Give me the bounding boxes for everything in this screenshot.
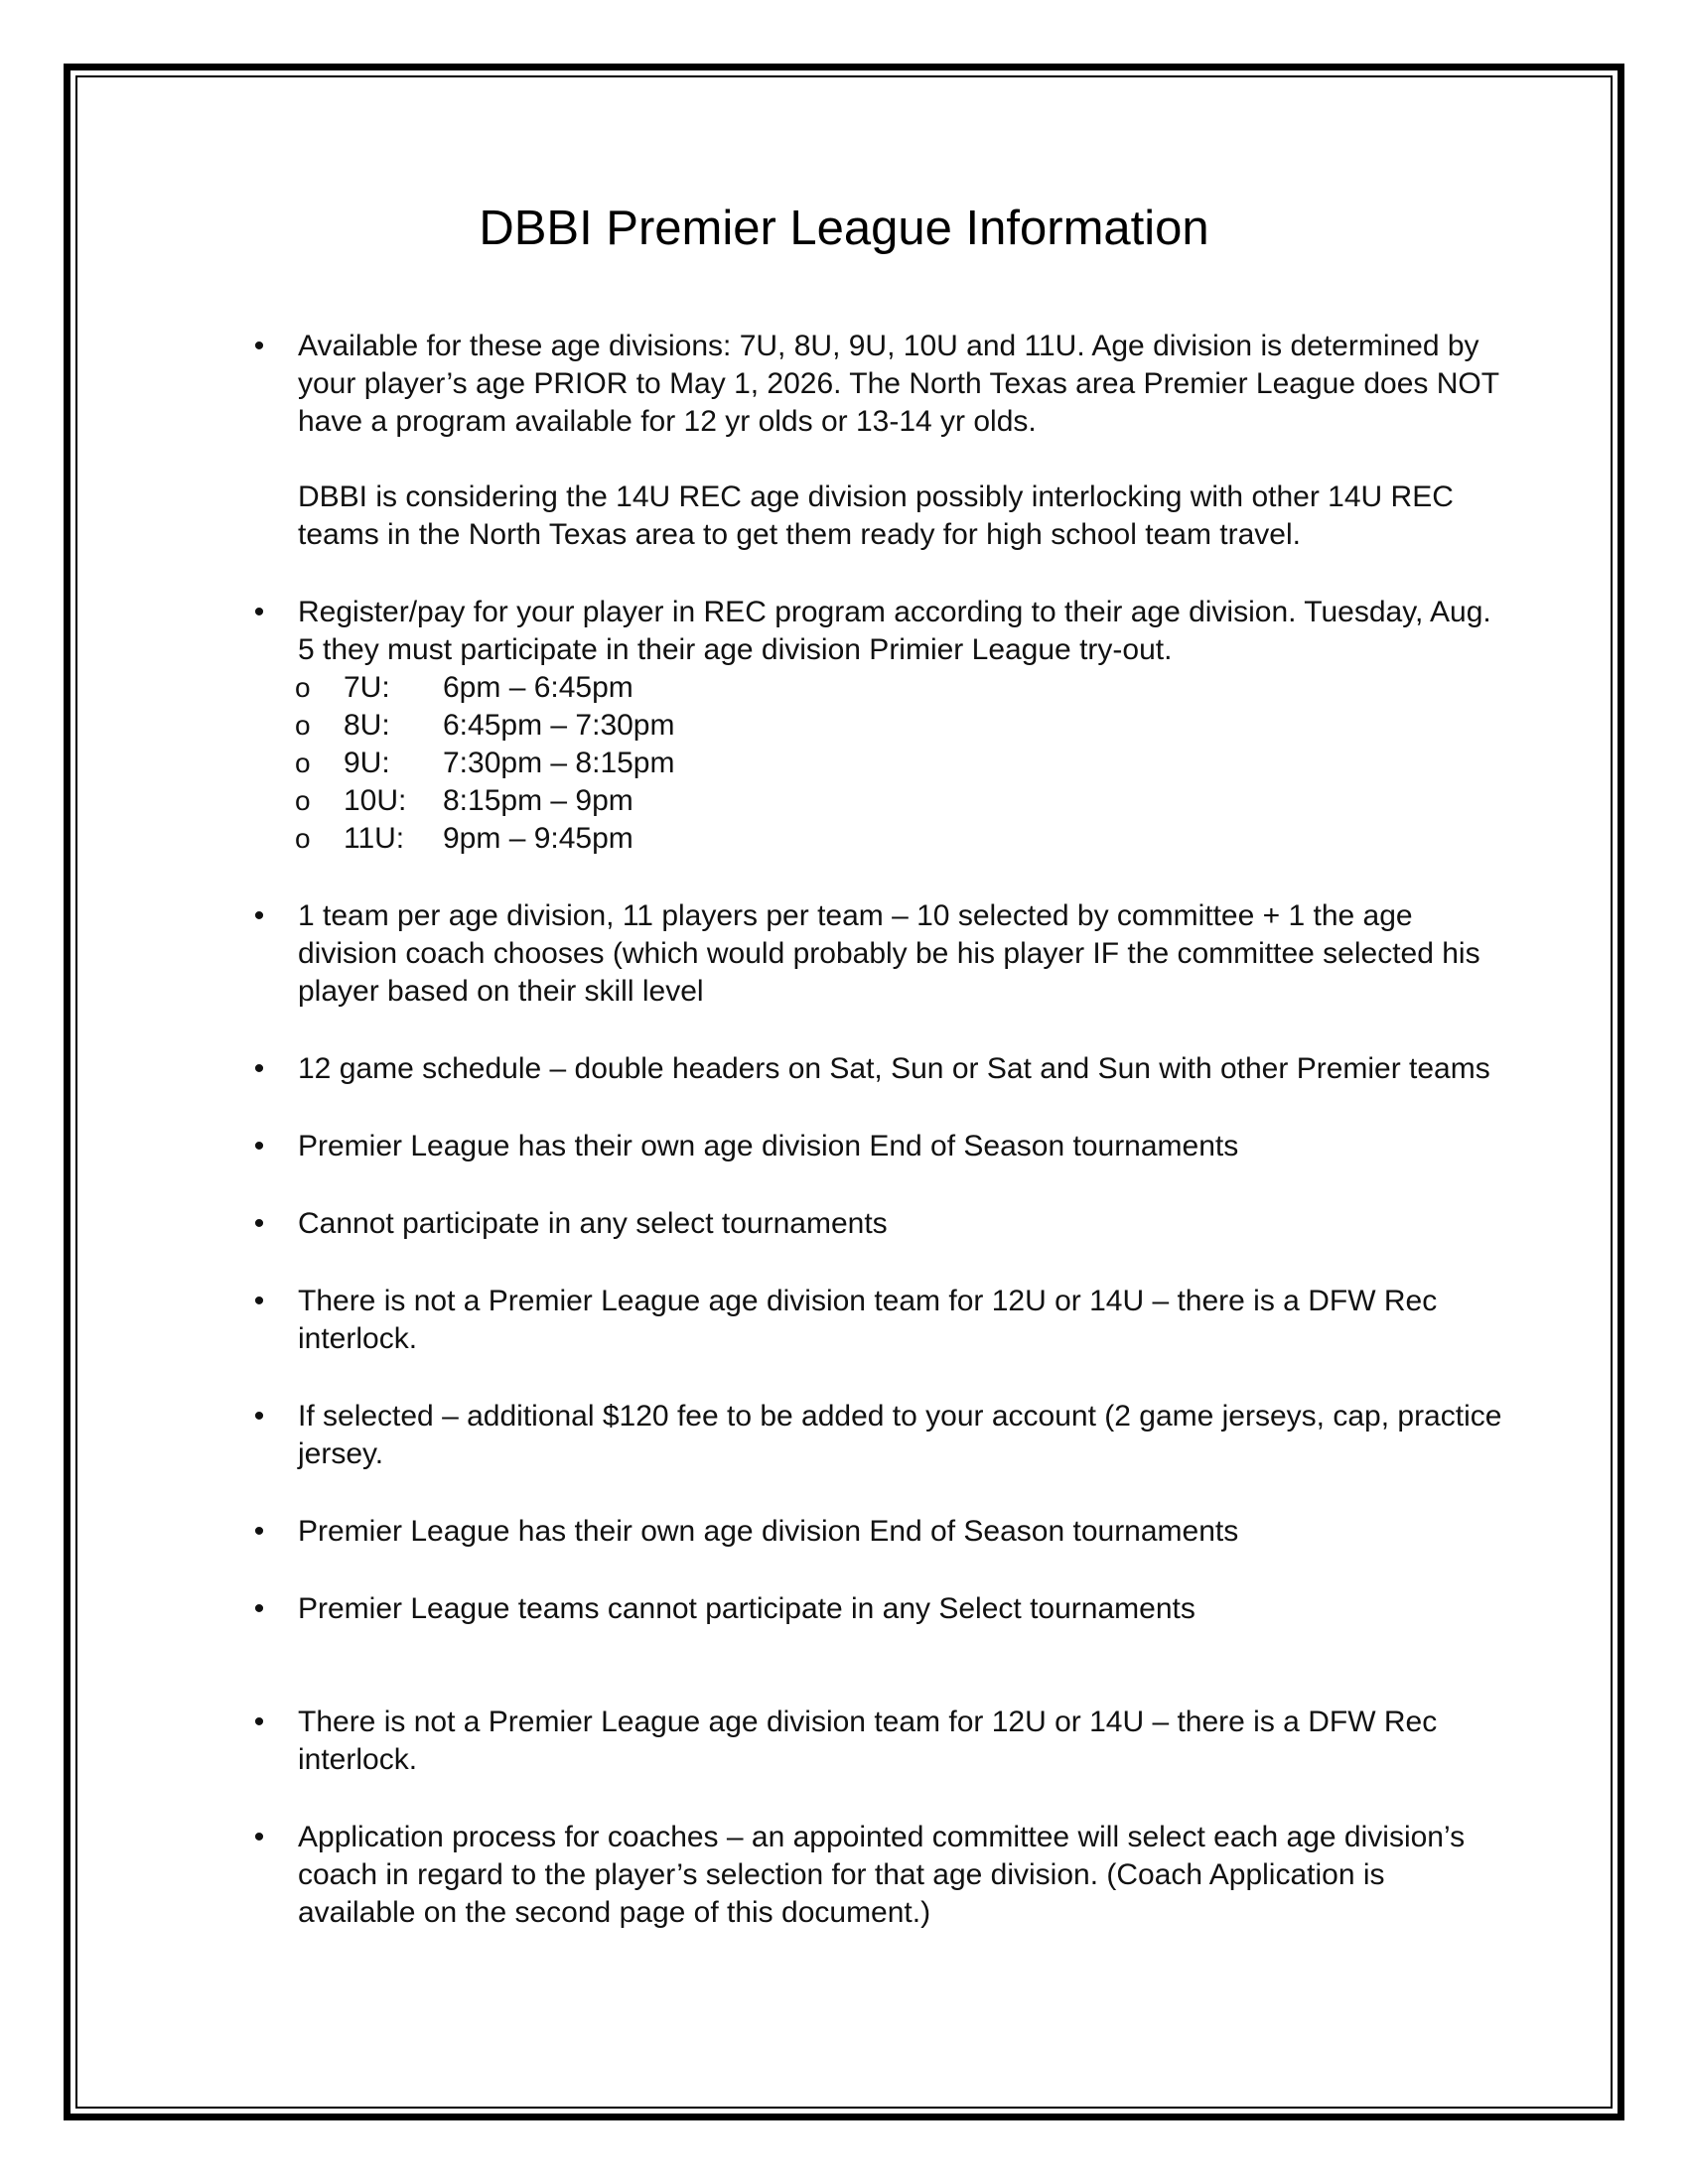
bullet-icon: • [253, 1207, 265, 1240]
circle-bullet-icon: o [295, 823, 311, 854]
end-of-season-text-2: Premier League has their own age division End of Season tournaments [298, 1515, 1239, 1548]
list-item-coach-application [244, 1819, 1505, 1932]
list-item-no-select [244, 1205, 1505, 1243]
bullet-icon: • [253, 1400, 265, 1433]
schedule-row [244, 669, 1505, 707]
list-item-team-size [244, 897, 1505, 1011]
list-item-age-divisions [244, 328, 1505, 554]
schedule-age: 11U: [344, 822, 405, 855]
fee-text: If selected – additional $120 fee to be added to your account (2 game jerseys, cap, practice jersey. [298, 1400, 1502, 1470]
info-list [244, 328, 1505, 1932]
coach-application-text: Application process for coaches – an appointed committee will select each age division’s coach in regard to the player’s selection for that age division. (Coach Application is available on the second page of this document.) [298, 1821, 1466, 1929]
age-divisions-text: Available for these age divisions: 7U, 8U, 9U, 10U and 11U. Age division is determined by your player’s age PRIOR to May 1, 2026. The North Texas area Premier League does NOT have a program available for 12 yr olds or 13-14 yr olds. [298, 330, 1499, 438]
bullet-icon: • [253, 899, 265, 932]
list-item-fee [244, 1398, 1505, 1473]
schedule-time: 6:45pm – 7:30pm [443, 709, 675, 742]
schedule-age: 8U: [344, 709, 390, 742]
list-item-game-schedule [244, 1050, 1505, 1088]
team-size-text: 1 team per age division, 11 players per team – 10 selected by committee + 1 the age division coach chooses (which would probably be his player IF the committee selected his player based on their skill level [298, 899, 1480, 1008]
list-item-end-of-season [244, 1128, 1505, 1165]
bullet-icon: • [253, 330, 265, 362]
no-12u-14u-text: There is not a Premier League age division team for 12U or 14U – there is a DFW Rec interlock. [298, 1285, 1438, 1355]
schedule-time: 6pm – 6:45pm [443, 671, 633, 704]
bullet-icon: • [253, 1706, 265, 1738]
circle-bullet-icon: o [295, 710, 311, 741]
circle-bullet-icon: o [295, 785, 311, 816]
list-item-end-of-season-2 [244, 1513, 1505, 1551]
schedule-age: 9U: [344, 747, 390, 779]
circle-bullet-icon: o [295, 748, 311, 778]
no-select-text: Cannot participate in any select tournaments [298, 1207, 888, 1240]
circle-bullet-icon: o [295, 672, 311, 703]
schedule-age: 10U: [344, 784, 407, 817]
list-item-register [244, 594, 1505, 669]
bullet-icon: • [253, 1130, 265, 1162]
end-of-season-text: Premier League has their own age division End of Season tournaments [298, 1130, 1239, 1162]
schedule-row [244, 820, 1505, 858]
no-select-text-2: Premier League teams cannot participate in any Select tournaments [298, 1592, 1196, 1625]
schedule-row [244, 745, 1505, 782]
page-title: DBBI Premier League Information [479, 202, 1209, 255]
list-item-no-12u-14u-2 [244, 1704, 1505, 1779]
tryout-schedule [244, 669, 1505, 858]
bullet-icon: • [253, 1821, 265, 1853]
list-item-no-12u-14u [244, 1283, 1505, 1358]
schedule-time: 8:15pm – 9pm [443, 784, 633, 817]
schedule-row [244, 782, 1505, 820]
schedule-row [244, 707, 1505, 745]
14u-rec-text: DBBI is considering the 14U REC age division possibly interlocking with other 14U REC teams in the North Texas area to get them ready for high school team travel. [298, 480, 1454, 551]
schedule-time: 7:30pm – 8:15pm [443, 747, 675, 779]
bullet-icon: • [253, 596, 265, 628]
register-text: Register/pay for your player in REC program according to their age division. Tuesday, Aug. 5 they must participate in their age division Primier League try-out. [298, 596, 1491, 666]
no-12u-14u-text-2: There is not a Premier League age division team for 12U or 14U – there is a DFW Rec interlock. [298, 1706, 1438, 1776]
game-schedule-text: 12 game schedule – double headers on Sat, Sun or Sat and Sun with other Premier teams [298, 1052, 1490, 1085]
list-item-no-select-2 [244, 1590, 1505, 1628]
bullet-icon: • [253, 1592, 265, 1625]
schedule-age: 7U: [344, 671, 390, 704]
bullet-icon: • [253, 1285, 265, 1317]
bullet-icon: • [253, 1515, 265, 1548]
schedule-time: 9pm – 9:45pm [443, 822, 633, 855]
bullet-icon: • [253, 1052, 265, 1085]
